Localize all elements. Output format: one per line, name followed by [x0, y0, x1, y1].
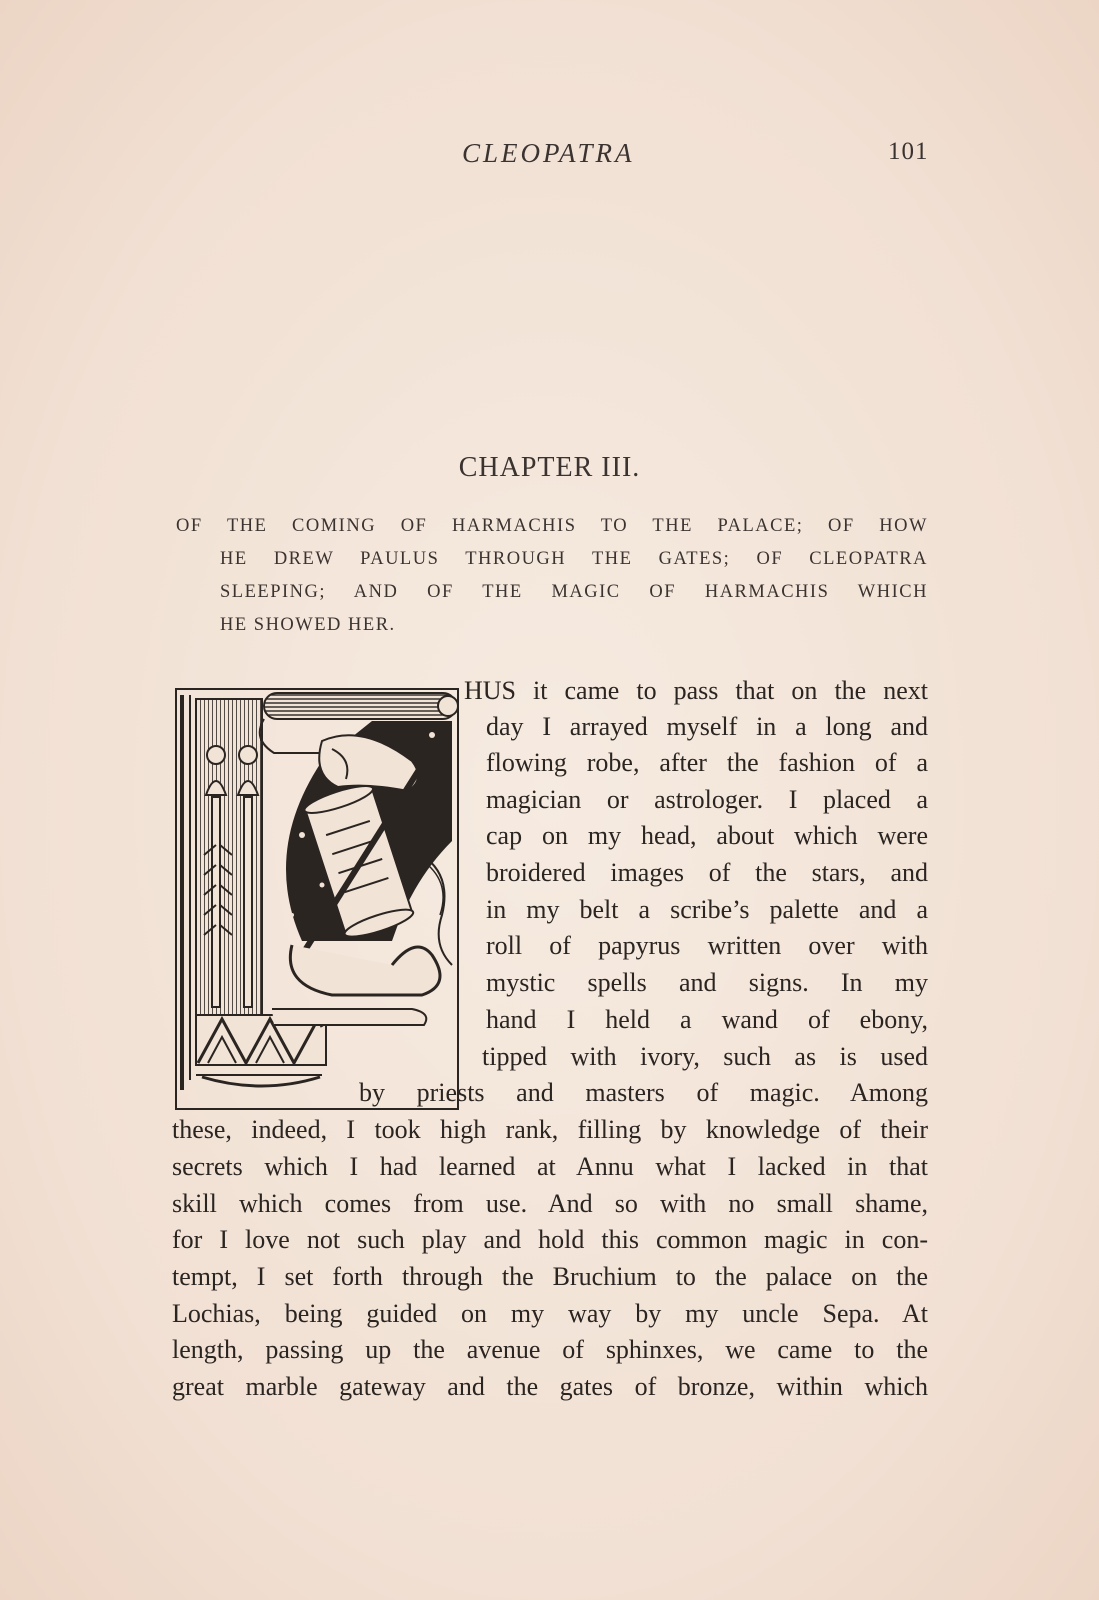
running-head — [0, 138, 1099, 172]
body-line: Lochias, being guided on my way by my uncle Sepa. At — [172, 1299, 928, 1328]
page-number: 101 — [888, 138, 929, 165]
running-title: CLEOPATRA — [462, 138, 635, 168]
body-line: secrets which I had learned at Annu what I lacked in that — [172, 1152, 928, 1181]
body-line: flowing robe, after the fashion of a — [486, 748, 928, 777]
argument-line: OF THE COMING OF HARMACHIS TO THE PALACE; OF HOW — [176, 516, 928, 536]
argument-line: HE SHOWED HER. — [220, 615, 396, 635]
body-line: HUS it came to pass that on the next — [464, 676, 928, 705]
body-line: cap on my head, about which were — [486, 821, 928, 850]
body-line: hand I held a wand of ebony, — [486, 1005, 928, 1034]
ornament-initial-icon — [172, 685, 464, 1117]
chapter-argument — [176, 510, 928, 642]
argument-line: HE DREW PAULUS THROUGH THE GATES; OF CLEOPATRA — [220, 549, 928, 569]
argument-line: SLEEPING; AND OF THE MAGIC OF HARMACHIS WHICH — [220, 582, 928, 602]
body-line: tipped with ivory, such as is used — [482, 1042, 928, 1071]
decorated-initial — [172, 685, 464, 1117]
body-line: length, passing up the avenue of sphinxes, we came to the — [172, 1335, 928, 1364]
body-line: for I love not such play and hold this common magic in con- — [172, 1225, 928, 1254]
body-line: these, indeed, I took high rank, filling by knowledge of their — [172, 1115, 928, 1144]
body-line: mystic spells and signs. In my — [486, 968, 928, 997]
body-line: broidered images of the stars, and — [486, 858, 928, 887]
body-line: magician or astrologer. I placed a — [486, 785, 928, 814]
body-line: in my belt a scribe’s palette and a — [486, 895, 928, 924]
body-line: tempt, I set forth through the Bruchium to the palace on the — [172, 1262, 928, 1291]
chapter-title: CHAPTER III. — [458, 452, 641, 483]
body-line: roll of papyrus written over with — [486, 931, 928, 960]
body-line: great marble gateway and the gates of bronze, within which — [172, 1372, 928, 1401]
body-line: skill which comes from use. And so with no small shame, — [172, 1189, 928, 1218]
body-line: by priests and masters of magic. Among — [359, 1078, 928, 1107]
body-line: day I arrayed myself in a long and — [486, 712, 928, 741]
